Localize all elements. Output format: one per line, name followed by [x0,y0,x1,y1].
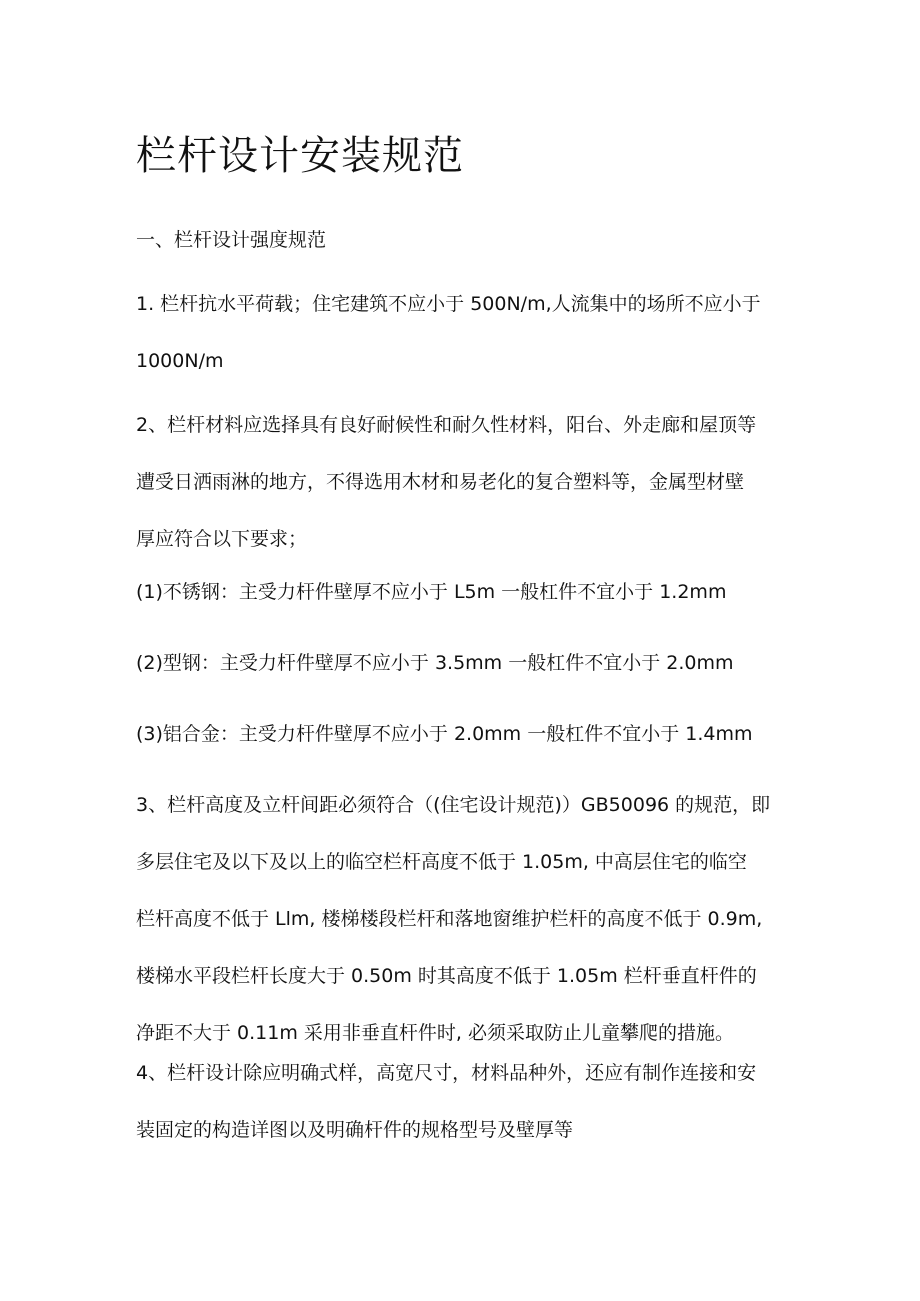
item-3-line-3: 栏杆高度不低于 Llm, 楼梯楼段栏杆和落地窗维护栏杆的高度不低于 0.9m, [136,908,763,930]
item-1-line-2: 1000N/m [136,350,224,372]
item-4-paragraph [136,1057,796,1147]
item-2-paragraph [136,409,796,556]
item-2-sub-2: (2)型钢：主受力杆件壁厚不应小于 3.5mm 一般杠件不宜小于 2.0mm [136,652,734,674]
item-3-line-2: 多层住宅及以下及以上的临空栏杆高度不低于 1.05m, 中高层住宅的临空 [136,851,747,873]
item-3-paragraph [136,789,796,1050]
item-2-sub-3: (3)铝合金：主受力杆件壁厚不应小于 2.0mm 一般杠件不宜小于 1.4mm [136,723,753,745]
item-4-line-2: 装固定的构造详图以及明确杆件的规格型号及壁厚等 [136,1119,574,1141]
item-2-sub-1: (1)不锈钢：主受力杆件壁厚不应小于 L5m 一般杠件不宜小于 1.2mm [136,581,727,603]
item-4-line-1: 4、栏杆设计除应明确式样，高宽尺寸，材料品种外，还应有制作连接和安 [136,1062,757,1084]
item-2-line-2: 遭受日洒雨淋的地方，不得选用木材和易老化的复合塑料等，金属型材壁 [136,471,745,493]
item-1-line-1: 1. 栏杆抗水平荷载；住宅建筑不应小于 500N/m,人流集中的场所不应小于 [136,293,761,315]
item-3-line-5: 净距不大于 0.11m 采用非垂直杆件时, 必须采取防止儿童攀爬的措施。 [136,1022,734,1044]
section-heading: 一、栏杆设计强度规范 [136,229,327,251]
item-1-paragraph [136,288,796,378]
item-2-line-1: 2、栏杆材料应选择具有良好耐候性和耐久性材料，阳台、外走廊和屋顶等 [136,414,757,436]
document-title: 栏杆设计安装规范 [136,133,464,179]
item-3-line-4: 楼梯水平段栏杆长度大于 0.50m 时其高度不低于 1.05m 栏杆垂直杆件的 [136,965,757,987]
item-3-line-1: 3、栏杆高度及立杆间距必须符合（(住宅设计规范)）GB50096 的规范，即 [136,794,771,816]
item-2-line-3: 厚应符合以下要求； [136,528,308,550]
